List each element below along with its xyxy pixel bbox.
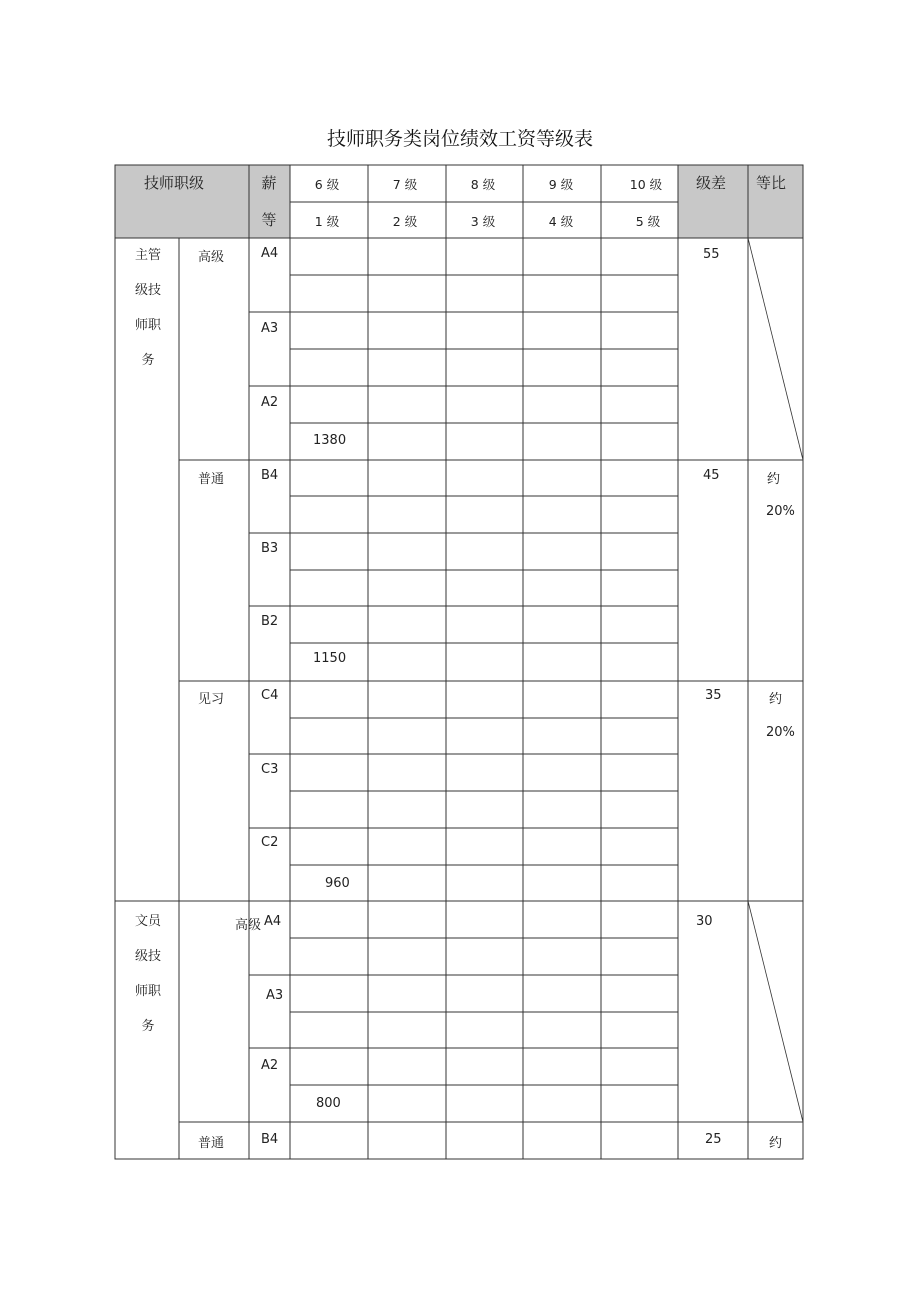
grade-top-1: 6 级 [314, 177, 340, 192]
category-line: 级技 [134, 283, 161, 298]
category-line: 文员 [134, 914, 161, 929]
category-label-1 [118, 238, 178, 378]
base-salary: 1380 [313, 433, 347, 448]
category-line: 师职 [134, 984, 161, 999]
grade-bottom-4: 4 级 [548, 214, 574, 229]
level-label: 普通 [198, 1136, 225, 1151]
level-diff-value: 45 [703, 468, 720, 483]
level-diff-value: 35 [705, 688, 722, 703]
code-cell: A3 [266, 988, 284, 1003]
grade-bottom-3: 3 级 [470, 214, 496, 229]
level-label: 高级 [198, 250, 225, 265]
category-line: 主管 [134, 248, 161, 263]
ratio-value-top: 约 [769, 1136, 783, 1151]
header-ratio: 等比 [756, 174, 787, 192]
grade-bottom-1: 1 级 [314, 214, 340, 229]
header-salary-grade-bottom: 等 [261, 211, 277, 229]
code-cell: B3 [261, 541, 279, 556]
grade-bottom-2: 2 级 [392, 214, 418, 229]
level-label: 见习 [198, 692, 225, 707]
category-line: 务 [141, 353, 155, 368]
code-cell: C2 [261, 835, 279, 850]
category-line: 级技 [134, 949, 161, 964]
ratio-value-bottom: 20% [766, 725, 795, 740]
code-cell: A3 [261, 321, 279, 336]
code-cell: B4 [261, 1132, 279, 1147]
level-diff-value: 30 [696, 914, 713, 929]
base-salary: 1150 [313, 651, 347, 666]
code-cell: C3 [261, 762, 279, 777]
category-label-2 [118, 904, 178, 1044]
grade-top-4: 9 级 [548, 177, 574, 192]
level-label: 高级 [235, 918, 262, 933]
code-cell: B4 [261, 468, 279, 483]
level-diff-value: 25 [705, 1132, 722, 1147]
grade-top-2: 7 级 [392, 177, 418, 192]
grade-top-3: 8 级 [470, 177, 496, 192]
level-label: 普通 [198, 472, 225, 487]
base-salary: 960 [325, 876, 350, 891]
code-cell: A4 [264, 914, 282, 929]
code-cell: A2 [261, 395, 279, 410]
ratio-value-top: 约 [767, 472, 781, 487]
page-title: 技师职务类岗位绩效工资等级表 [326, 128, 593, 150]
base-salary: 800 [316, 1096, 341, 1111]
category-line: 务 [141, 1019, 155, 1034]
code-cell: A4 [261, 246, 279, 261]
header-level-diff: 级差 [696, 174, 727, 192]
grade-top-5: 10 级 [629, 177, 663, 192]
level-diff-value: 55 [703, 247, 720, 262]
category-line: 师职 [134, 318, 161, 333]
header-salary-grade-top: 薪 [261, 174, 277, 192]
code-cell: A2 [261, 1058, 279, 1073]
header-job-level: 技师职级 [144, 174, 205, 192]
code-cell: B2 [261, 614, 279, 629]
grade-bottom-5: 5 级 [635, 214, 661, 229]
code-cell: C4 [261, 688, 279, 703]
ratio-value-bottom: 20% [766, 504, 795, 519]
ratio-value-top: 约 [769, 692, 783, 707]
